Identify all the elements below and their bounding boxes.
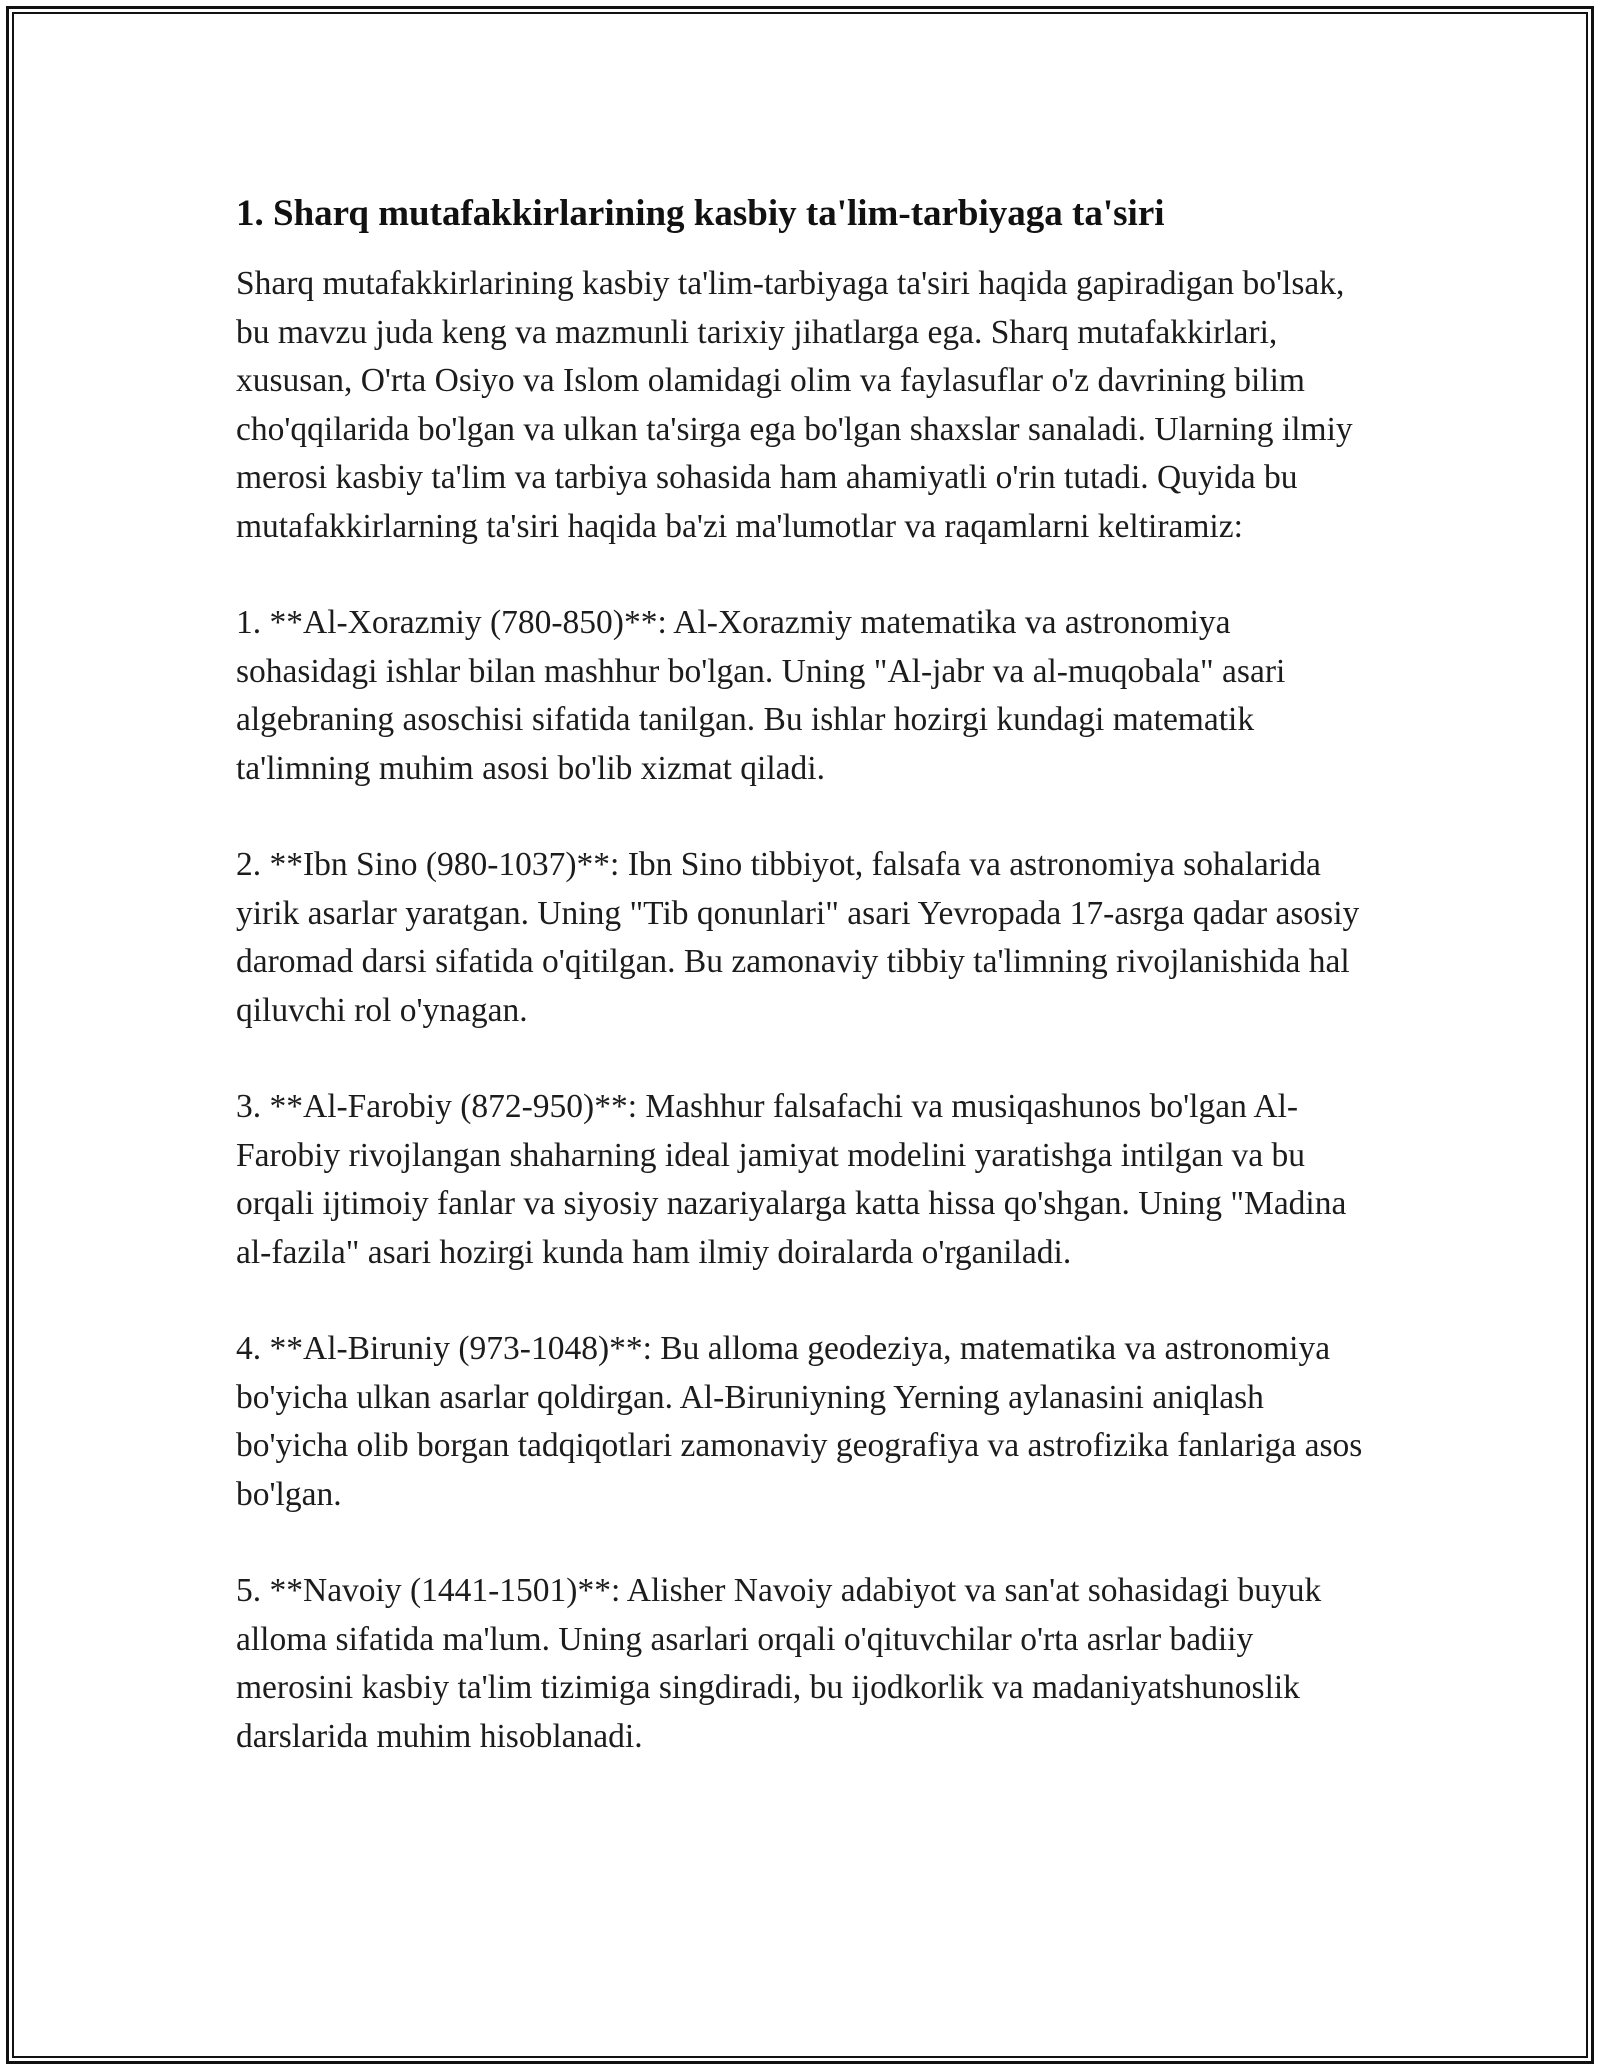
list-item-navoiy: 5. **Navoiy (1441-1501)**: Alisher Navoiy adabiyot va san'at sohasidagi buyuk alloma sifatida ma'lum. Uning asarlari orqali o'qituvchilar o'rta asrlar badiiy merosini kasbiy ta'lim tizimiga singdiradi, bu ijodkorlik va madaniyatshunoslik darslarida muhim hisoblanadi. (236, 1572, 1322, 1755)
section-heading: 1. Sharq mutafakkirlarining kasbiy ta'lim-tarbiyaga ta'siri (236, 193, 1165, 234)
list-item-al-biruniy: 4. **Al-Biruniy (973-1048)**: Bu alloma geodeziya, matematika va astronomiya bo'yicha ulkan asarlar qoldirgan. Al-Biruniyning Yerning aylanasini aniqlash bo'yicha olib borgan tadqiqotlari zamonaviy geografiya va astrofizika fanlariga asos bo'lgan. (236, 1330, 1363, 1513)
list-item-al-farobiy: 3. **Al-Farobiy (872-950)**: Mashhur falsafachi va musiqashunos bo'lgan Al-Farobiy rivojlangan shaharning ideal jamiyat modelini yaratishga intilgan va bu orqali ijtimoiy fanlar va siyosiy nazariyalarga katta hissa qo'shgan. Uning "Madina al-fazila" asari hozirgi kunda ham ilmiy doiralarda o'rganiladi. (236, 1088, 1347, 1271)
document-body (236, 188, 1376, 1761)
intro-paragraph: Sharq mutafakkirlarining kasbiy ta'lim-tarbiyaga ta'siri haqida gapiradigan bo'lsak, bu mavzu juda keng va mazmunli tarixiy jihatlarga ega. Sharq mutafakkirlari, xususan, O'rta Osiyo va Islom olamidagi olim va faylasuflar o'z davrining bilim cho'qqilarida bo'lgan va ulkan ta'sirga ega bo'lgan shaxslar sanaladi. Ularning ilmiy merosi kasbiy ta'lim va tarbiya sohasida ham ahamiyatli o'rin tutadi. Quyida bu mutafakkirlarning ta'siri haqida ba'zi ma'lumotlar va raqamlarni keltiramiz: (236, 265, 1353, 545)
list-item-al-xorazmiy: 1. **Al-Xorazmiy (780-850)**: Al-Xorazmiy matematika va astronomiya sohasidagi ishlar bilan mashhur bo'lgan. Uning "Al-jabr va al-muqobala" asari algebraning asoschisi sifatida tanilgan. Bu ishlar hozirgi kundagi matematik ta'limning muhim asosi bo'lib xizmat qiladi. (236, 604, 1286, 787)
list-item-ibn-sino: 2. **Ibn Sino (980-1037)**: Ibn Sino tibbiyot, falsafa va astronomiya sohalarida yirik asarlar yaratgan. Uning "Tib qonunlari" asari Yevropada 17-asrga qadar asosiy daromad darsi sifatida o'qitilgan. Bu zamonaviy tibbiy ta'limning rivojlanishida hal qiluvchi rol o'ynagan. (236, 846, 1360, 1029)
